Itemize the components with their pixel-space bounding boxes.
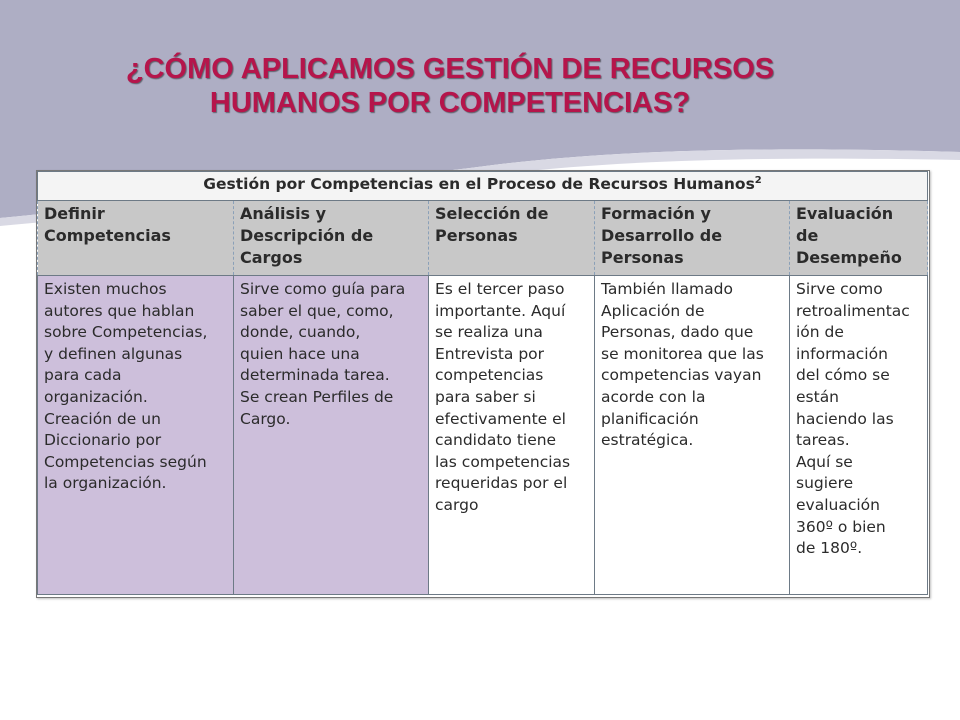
cell-line: candidato tiene [435, 431, 557, 450]
cell-formacion-desarrollo [595, 276, 790, 595]
cell-definir-competencias [38, 276, 234, 595]
cell-line: y definen algunas [44, 344, 183, 363]
cell-line: Creación de un [44, 409, 161, 428]
cell-line: Es el tercer paso [435, 280, 565, 298]
header-analisis-descripcion-cargos [234, 201, 429, 276]
table-row [38, 276, 928, 595]
cell-line: evaluación [796, 495, 880, 514]
cell-line: están [796, 387, 840, 406]
cell-line: Diccionario por [44, 431, 162, 450]
cell-line: Selección de [435, 204, 549, 223]
cell-line: quien hace una [240, 344, 360, 363]
cell-line: Cargo. [240, 409, 291, 428]
cell-line: Sirve como [796, 280, 883, 298]
competencies-table [37, 171, 928, 595]
cell-analisis-descripcion-cargos [234, 276, 429, 595]
header-definir-competencias [38, 201, 234, 276]
cell-line: Evaluación [796, 204, 894, 223]
cell-line: información [796, 344, 888, 363]
cell-line: para cada [44, 366, 122, 385]
cell-line: Competencias según [44, 452, 207, 471]
cell-line: tareas. [796, 431, 850, 450]
cell-line: donde, cuando, [240, 323, 361, 342]
cell-line: Desarrollo de [601, 226, 723, 245]
competencies-table-container [36, 170, 930, 598]
cell-line: También llamado [601, 280, 733, 298]
cell-line: Cargos [240, 248, 303, 267]
cell-line: se realiza una [435, 323, 543, 342]
table-caption-text: Gestión por Competencias en el Proceso de Recursos Humanos [203, 175, 755, 194]
slide-title [60, 52, 840, 120]
cell-line: del cómo se [796, 366, 890, 385]
title-line-1: ¿CÓMO APLICAMOS GESTIÓN DE RECURSOS [125, 53, 775, 85]
cell-line: acorde con la [601, 387, 706, 406]
cell-line: determinada tarea. [240, 366, 390, 385]
cell-line: se monitorea que las [601, 344, 764, 363]
cell-line: Existen muchos [44, 280, 167, 298]
cell-line: de [796, 226, 819, 245]
cell-line: organización. [44, 387, 148, 406]
cell-line: planificación [601, 409, 699, 428]
cell-line: competencias vayan [601, 366, 762, 385]
cell-line: de 180º. [796, 539, 863, 558]
cell-line: retroalimentac [796, 301, 910, 320]
cell-line: ión de [796, 323, 844, 342]
cell-line: cargo [435, 495, 479, 514]
cell-line: autores que hablan [44, 301, 195, 320]
table-caption-footnote: 2 [754, 175, 762, 186]
table-caption [38, 172, 928, 201]
cell-line: importante. Aquí [435, 301, 566, 320]
cell-line: estratégica. [601, 431, 694, 450]
cell-evaluacion-desempeno [790, 276, 928, 595]
cell-line: requeridas por el [435, 474, 568, 493]
cell-line: la organización. [44, 474, 167, 493]
cell-line: Sirve como guía para [240, 280, 406, 298]
cell-line: Aquí se [796, 452, 853, 471]
cell-line: Competencias [44, 226, 171, 245]
header-formacion-desarrollo [595, 201, 790, 276]
cell-line: competencias [435, 366, 544, 385]
cell-line: Se crean Perfiles de [240, 387, 394, 406]
cell-line: efectivamente el [435, 409, 566, 428]
title-line-2: HUMANOS POR COMPETENCIAS? [209, 87, 691, 119]
header-evaluacion-desempeno [790, 201, 928, 276]
table-header-row [38, 201, 928, 276]
cell-line: 360º o bien [796, 517, 886, 536]
cell-line: Análisis y [240, 204, 327, 223]
cell-line: haciendo las [796, 409, 894, 428]
cell-line: sobre Competencias, [44, 323, 208, 342]
cell-line: Entrevista por [435, 344, 545, 363]
cell-line: Personas [601, 248, 684, 267]
cell-seleccion-personas [429, 276, 595, 595]
cell-line: saber el que, como, [240, 301, 394, 320]
header-seleccion-personas [429, 201, 595, 276]
cell-line: para saber si [435, 387, 536, 406]
cell-line: Desempeño [796, 248, 902, 267]
cell-line: Definir [44, 204, 105, 223]
cell-line: Personas [435, 226, 518, 245]
cell-line: Aplicación de [601, 301, 705, 320]
cell-line: Descripción de [240, 226, 374, 245]
cell-line: sugiere [796, 474, 854, 493]
cell-line: Personas, dado que [601, 323, 754, 342]
cell-line: Formación y [601, 204, 711, 223]
cell-line: las competencias [435, 452, 571, 471]
